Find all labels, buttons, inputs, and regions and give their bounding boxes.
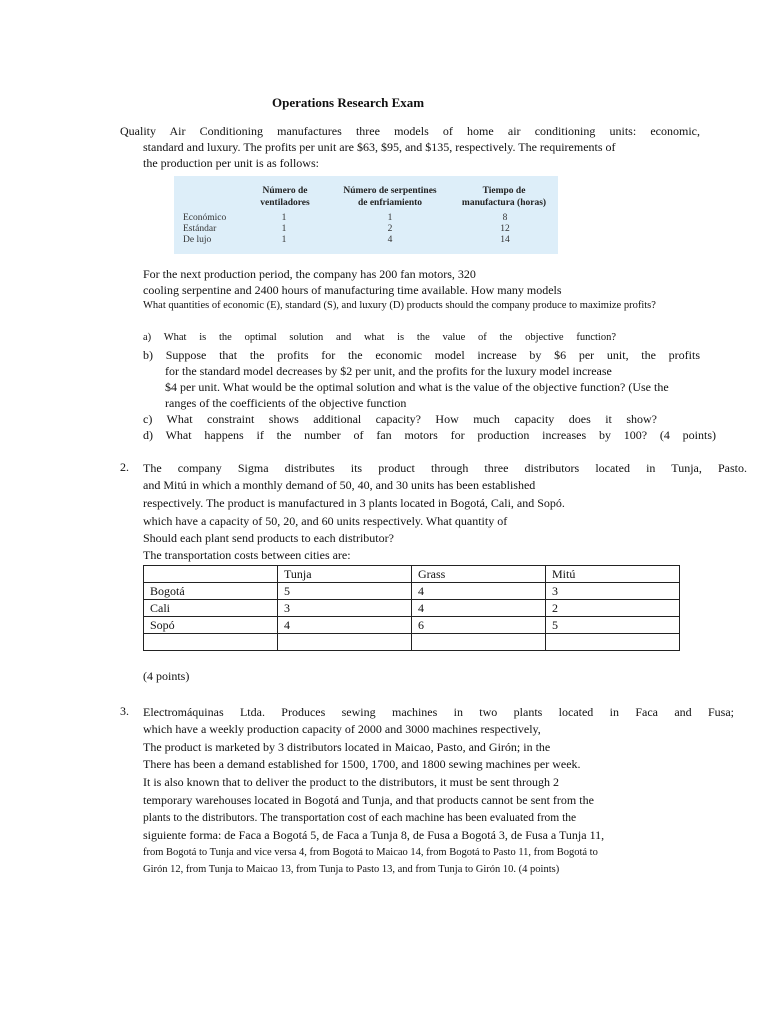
table-row-label: De lujo: [183, 235, 212, 245]
table-cell: 14: [500, 235, 510, 245]
q3-line4: There has been a demand established for 1500, 1700, and 1800 sewing machines per week.: [143, 757, 581, 771]
q1-next-line2: cooling serpentine and 2400 hours of manufacturing time available. How many models: [143, 283, 562, 297]
table-row-label: Estándar: [183, 224, 217, 234]
q2-line4: which have a capacity of 50, 20, and 60 units respectively. What quantity of: [143, 514, 508, 528]
table-cell: 1: [281, 235, 287, 245]
table-cell: 4: [387, 235, 393, 245]
table-header-coils: Número de serpentines de enfriamiento: [343, 186, 437, 208]
q1-intro-line2: standard and luxury. The profits per unit are $63, $95, and $135, respectively. The requirements of: [143, 140, 616, 154]
q1-next-line1: For the next production period, the company has 200 fan motors, 320: [143, 267, 476, 281]
table-cell: 12: [500, 224, 510, 234]
production-requirements-table: [174, 176, 558, 254]
q1-intro-line1: Quality Air Conditioning manufactures three models of home air conditioning units: economic,: [120, 124, 700, 138]
q3-number: 3.: [120, 704, 129, 718]
table-cell: 3: [278, 600, 412, 617]
table-cell: 8: [502, 213, 508, 223]
table-cell: 2: [546, 600, 680, 617]
table-cell: 2: [387, 224, 393, 234]
table-cell: 1: [387, 213, 393, 223]
table-cell: 5: [546, 617, 680, 634]
q2-number: 2.: [120, 460, 129, 474]
table-cell: [412, 634, 546, 651]
q1-part-c: c) What constraint shows additional capacity? How much capacity does it show?: [143, 412, 657, 426]
table-cell: [144, 566, 278, 583]
table-cell: Sopó: [144, 617, 278, 634]
table-header-fans: Número de ventiladores: [260, 186, 310, 208]
table-cell: 1: [281, 224, 287, 234]
q3-line6: temporary warehouses located in Bogotá and Tunja, and that products cannot be sent from the: [143, 793, 594, 807]
q1-part-b-line1: b) Suppose that the profits for the economic model increase by $6 per unit, the profits: [143, 348, 700, 362]
q2-line5: Should each plant send products to each distributor?: [143, 531, 394, 545]
table-cell: 6: [412, 617, 546, 634]
q1-part-b-line4: ranges of the coefficients of the objective function: [165, 396, 407, 410]
table-row: [144, 634, 680, 651]
table-cell: Tunja: [278, 566, 412, 583]
q3-line3: The product is marketed by 3 distributors located in Maicao, Pasto, and Girón; in the: [143, 740, 551, 754]
q2-line3: respectively. The product is manufactured in 3 plants located in Bogotá, Cali, and Sopó.: [143, 496, 565, 510]
q3-line10: Girón 12, from Tunja to Maicao 13, from Tunja to Pasto 13, and from Tunja to Girón 10. (4 points): [143, 864, 560, 875]
table-cell: 4: [412, 600, 546, 617]
q1-part-b-line3: $4 per unit. What would be the optimal solution and what is the value of the objective function? (Use the: [165, 380, 669, 394]
table-cell: 4: [412, 583, 546, 600]
q1-next-line3: What quantities of economic (E), standard (S), and luxury (D) products should the company produce to maximize profits?: [143, 300, 656, 311]
q1-part-b-line2: for the standard model decreases by $2 per unit, and the profits for the luxury model increase: [165, 364, 612, 378]
table-cell: Mitú: [546, 566, 680, 583]
table-cell: 3: [546, 583, 680, 600]
table-cell: 4: [278, 617, 412, 634]
table-row-label: Económico: [183, 213, 227, 223]
q3-line5: It is also known that to deliver the product to the distributors, it must be sent through 2: [143, 775, 559, 789]
table-header-row: [144, 566, 680, 583]
q3-line7: plants to the distributors. The transportation cost of each machine has been evaluated from the: [143, 812, 577, 824]
q1-part-d: d) What happens if the number of fan motors for production increases by 100? (4 points): [143, 428, 716, 442]
table-cell: [546, 634, 680, 651]
q3-line9: from Bogotá to Tunja and vice versa 4, from Bogotá to Maicao 14, from Bogotá to Pasto 11, from Bogotá to: [143, 847, 598, 858]
table-cell: Cali: [144, 600, 278, 617]
page-title: Operations Research Exam: [272, 95, 425, 110]
q3-line8: siguiente forma: de Faca a Bogotá 5, de Faca a Tunja 8, de Fusa a Bogotá 3, de Fusa a Tunja 11,: [143, 828, 605, 842]
table-cell: 1: [281, 213, 287, 223]
table-cell: Grass: [412, 566, 546, 583]
q2-line6: The transportation costs between cities are:: [143, 548, 351, 562]
table-row: [144, 583, 680, 600]
q1-part-a: a) What is the optimal solution and what is the value of the objective function?: [143, 332, 616, 343]
table-cell: [278, 634, 412, 651]
q2-line2: and Mitú in which a monthly demand of 50, 40, and 30 units has been established: [143, 478, 536, 492]
q3-line2: which have a weekly production capacity of 2000 and 3000 machines respectively,: [143, 722, 541, 736]
q2-points: (4 points): [143, 669, 190, 683]
table-header-hours: Tiempo de manufactura (horas): [461, 186, 547, 208]
table-row: [144, 617, 680, 634]
q1-intro-line3: the production per unit is as follows:: [143, 156, 319, 170]
table-cell: [144, 634, 278, 651]
q3-line1: Electromáquinas Ltda. Produces sewing machines in two plants located in Faca and Fusa;: [143, 705, 734, 719]
table-cell: Bogotá: [144, 583, 278, 600]
table-cell: 5: [278, 583, 412, 600]
transportation-cost-table: [143, 565, 680, 651]
table-row: [144, 600, 680, 617]
q2-line1: The company Sigma distributes its product through three distributors located in Tunja, Pasto.: [143, 461, 747, 475]
